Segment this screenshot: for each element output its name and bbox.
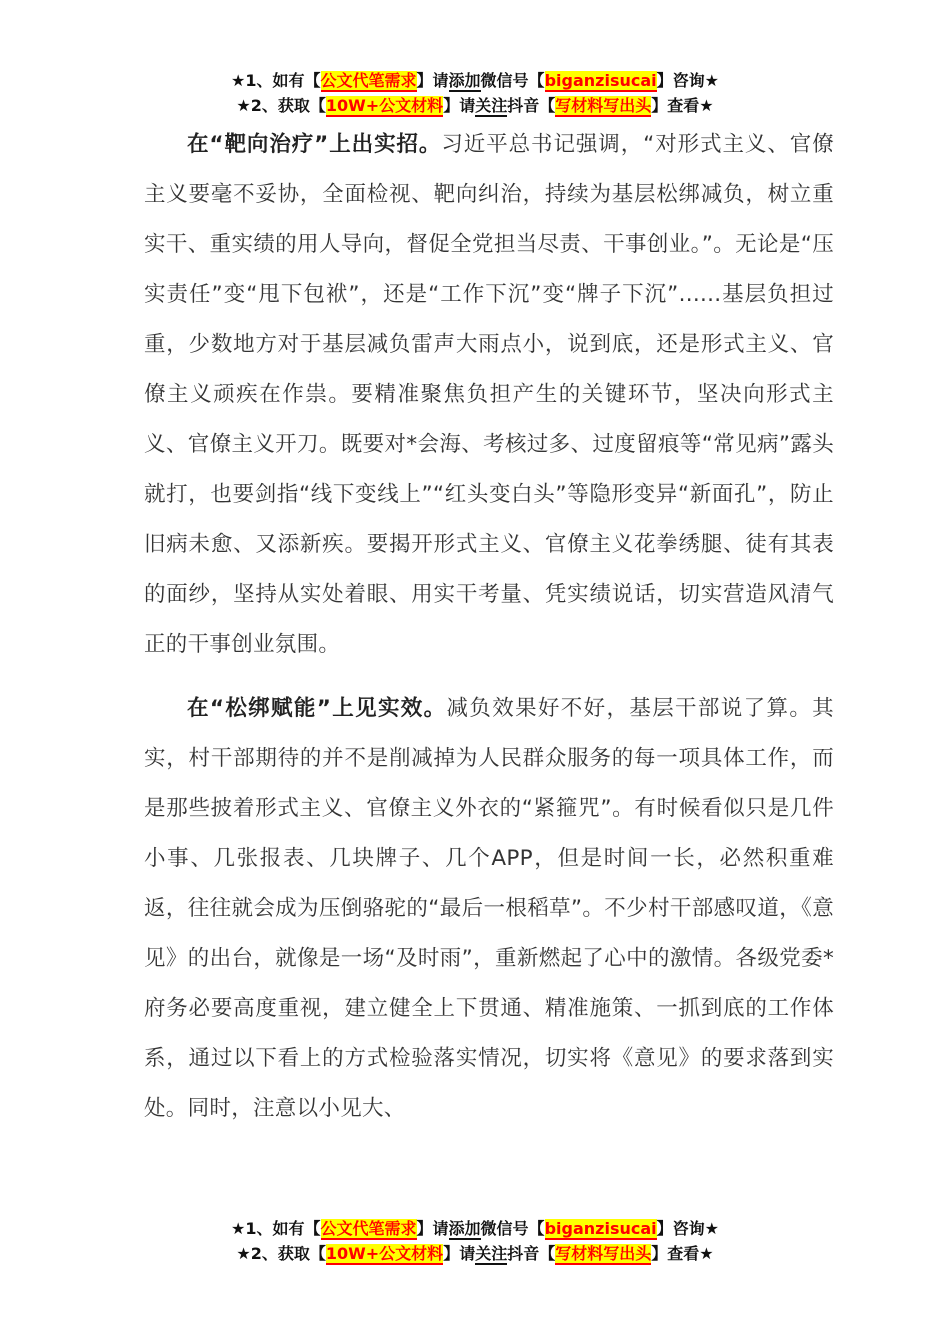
promo-text: 微信号【 [480,71,545,90]
promo-text: 】咨询★ [656,1219,719,1238]
promo-text: 抖音【 [507,1244,556,1263]
promo-text: 】请 [416,1219,449,1238]
promo-highlight: 公文代笔需求 [320,1219,417,1238]
promo-line-2 [0,93,950,118]
promo-text: 微信号【 [480,1219,545,1238]
promo-text: 】咨询★ [656,71,719,90]
promo-highlight: 公文代笔需求 [320,71,417,90]
promo-line-1 [0,1216,950,1241]
promo-text: 】请 [443,96,476,115]
promo-text: 】查看★ [651,96,714,115]
promo-text: ★2、获取【 [236,96,326,115]
paragraph-lead: 在“靶向治疗”上出实招。 [187,132,442,157]
promo-underline: 添加 [448,71,481,90]
paragraph-text: 习近平总书记强调，“对形式主义、官僚主义要毫不妥协，全面检视、靶向纠治，持续为基层松绑减负，树立重实干、重实绩的用人导向，督促全党担当尽责、干事创业。”。无论是“压实责任”变“甩下包袱”，还是“工作下沉”变“牌子下沉”......基层负担过重，少数地方对于基层减负雷声大雨点小，说到底，还是形式主义、官僚主义顽疾在作祟。要精准聚焦负担产生的关键环节，坚决向形式主义、官僚主义开刀。既要对*会海、考核过多、过度留痕等“常见病”露头就打，也要剑指“线下变线上”“红头变白头”等隐形变异“新面孔”，防止旧病未愈、又添新疾。要揭开形式主义、官僚主义花拳绣腿、徒有其表的面纱，坚持从实处着眼、用实干考量、凭实绩说话，切实营造风清气正的干事创业氛围。 [144,132,834,657]
paragraph-1 [144,120,834,670]
promo-underline: 关注 [475,1244,508,1263]
promo-text: 】请 [416,71,449,90]
promo-underline: 关注 [475,96,508,115]
document-body [144,120,834,1134]
promo-text: ★2、获取【 [236,1244,326,1263]
promo-line-2 [0,1241,950,1266]
promo-wechat-id: biganzisucai [544,71,657,90]
promo-footer [0,1216,950,1266]
promo-text: 】请 [443,1244,476,1263]
promo-text: 】查看★ [651,1244,714,1263]
promo-douyin-id: 写材料写出头 [555,96,652,115]
promo-wechat-id: biganzisucai [544,1219,657,1238]
promo-text: ★1、如有【 [231,71,321,90]
paragraph-2 [144,684,834,1134]
promo-line-1 [0,68,950,93]
paragraph-text: 减负效果好不好，基层干部说了算。其实，村干部期待的并不是削减掉为人民群众服务的每一项具体工作，而是那些披着形式主义、官僚主义外衣的“紧箍咒”。有时候看似只是几件小事、几张报表、几块牌子、几个APP，但是时间一长，必然积重难返，往往就会成为压倒骆驼的“最后一根稻草”。不少村干部感叹道，《意见》的出台，就像是一场“及时雨”，重新燃起了心中的激情。各级党委*府务必要高度重视，建立健全上下贯通、精准施策、一抓到底的工作体系，通过以下看上的方式检验落实情况，切实将《意见》的要求落到实处。同时，注意以小见大、 [144,696,834,1121]
promo-highlight: 10W+公文材料 [325,1244,444,1263]
promo-text: ★1、如有【 [231,1219,321,1238]
paragraph-spacer [144,670,834,684]
promo-header [0,68,950,118]
promo-text: 抖音【 [507,96,556,115]
promo-highlight: 10W+公文材料 [325,96,444,115]
paragraph-lead: 在“松绑赋能”上见实效。 [187,696,447,721]
promo-douyin-id: 写材料写出头 [555,1244,652,1263]
promo-underline: 添加 [448,1219,481,1238]
